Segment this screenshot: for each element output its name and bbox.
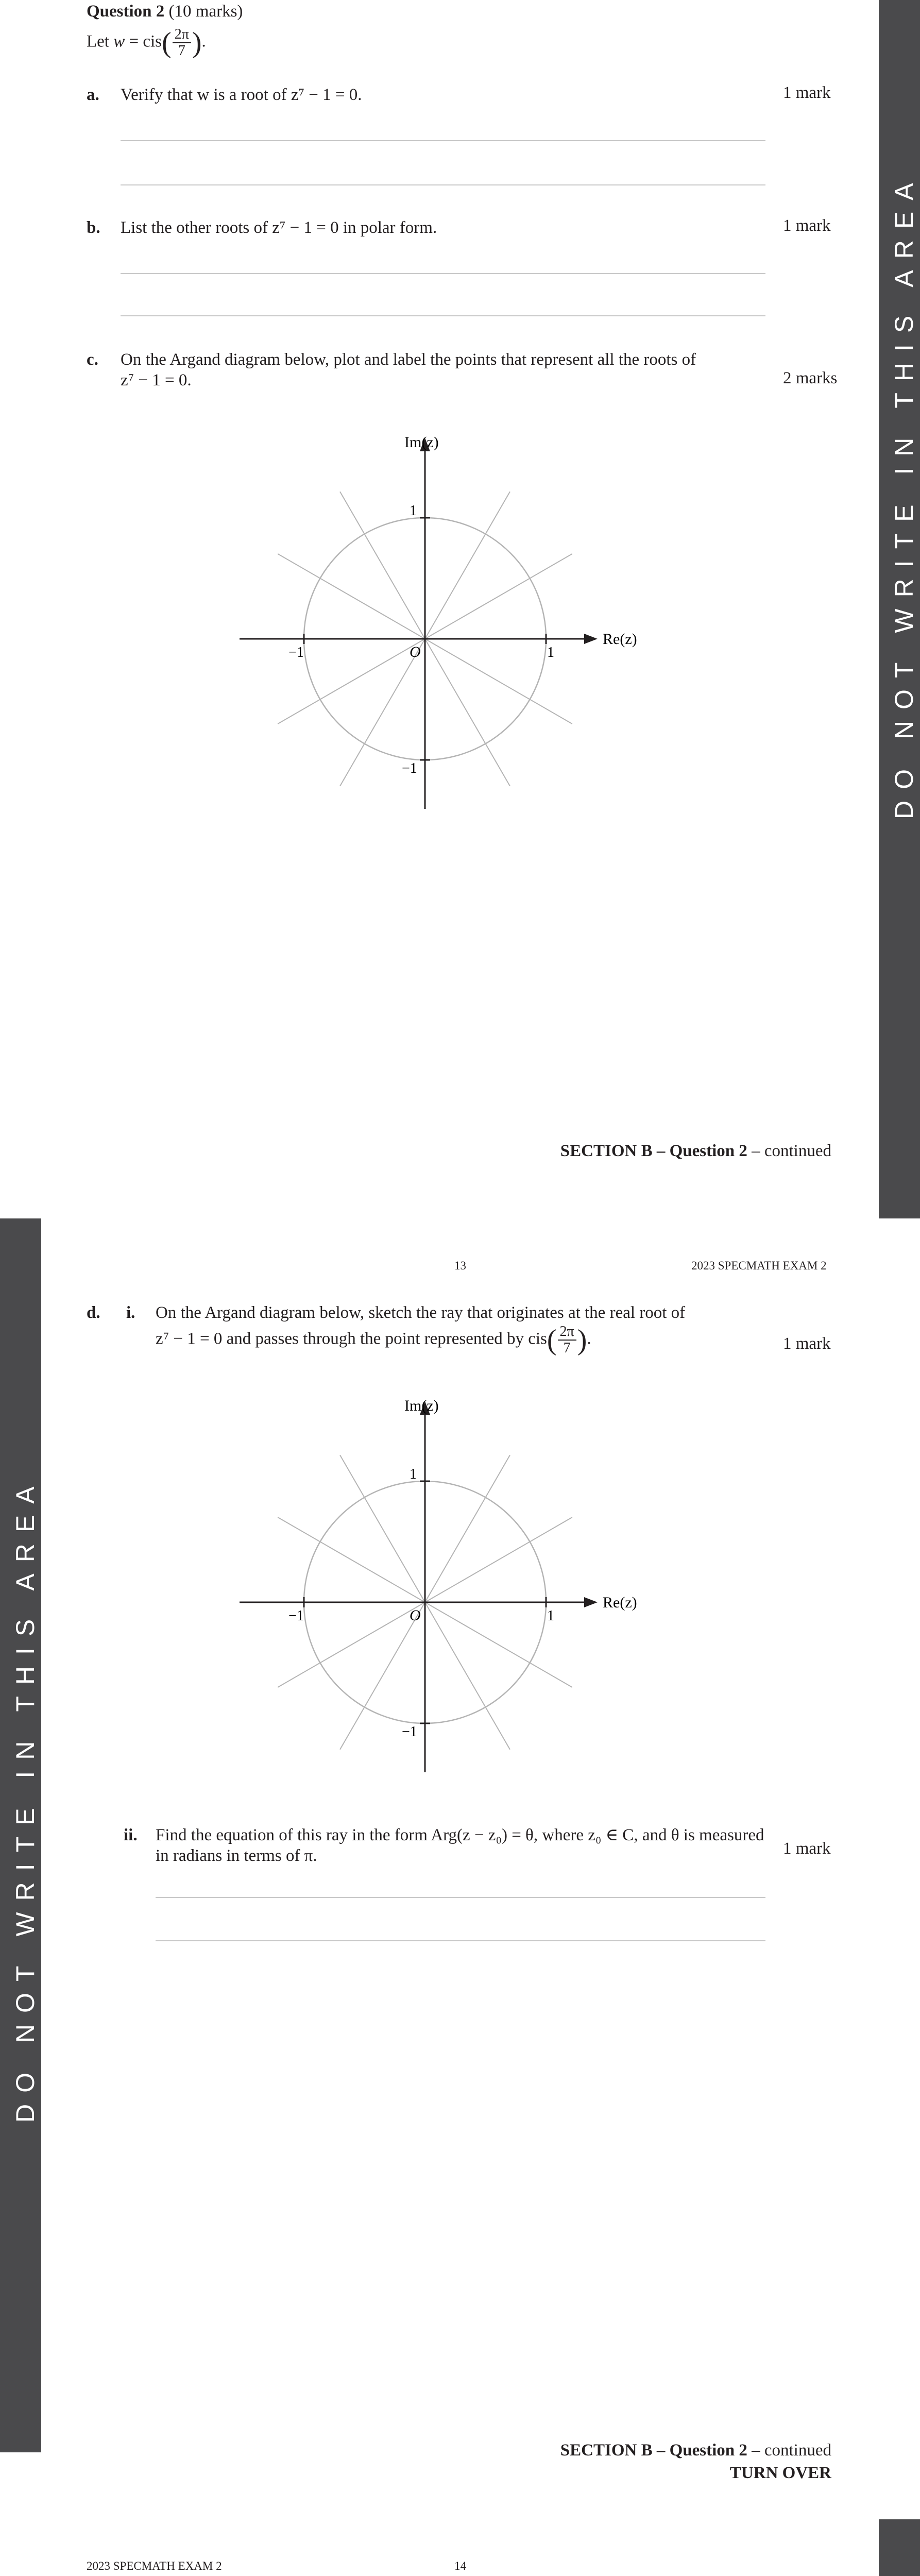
answer-line[interactable] [121,315,765,316]
argand-diagram-2[interactable] [232,1396,637,1788]
part-d-ii-text-2: in radians in terms of π. [156,1846,317,1865]
page-number-p14: 14 [454,2560,466,2572]
exam-name-p13: 2023 SPECMATH EXAM 2 [691,1259,827,1272]
part-a-label: a. [87,86,99,104]
radial-guide-line [425,1455,510,1602]
radial-guide-line [425,639,510,786]
part-d-ii-label: ii. [124,1826,138,1844]
answer-line[interactable] [121,273,765,274]
question-number: Question 2 [87,2,165,21]
part-d-ii-marks: 1 mark [783,1839,831,1858]
let-w-definition: Let w = cis( $\frac{2\pi}{7}$ ). [87,26,206,59]
re-axis-label: Re(z) [603,631,637,648]
real-axis-arrow-icon [584,634,598,644]
part-a-marks: 1 mark [783,83,831,102]
part-c-marks: 2 marks [783,369,838,387]
radial-guide-line [425,554,572,639]
part-c-text-2: z⁷ − 1 = 0. [121,371,192,389]
part-d-i-text-2: z⁷ − 1 = 0 and passes through the point represented by cis( $\frac{2\pi}{7}$ ). [156,1324,591,1356]
answer-line[interactable] [156,1940,765,1941]
tick-label-im-neg1: −1 [402,1724,417,1740]
argand-diagram-1[interactable] [232,433,637,824]
radial-guide-line [425,1517,572,1602]
im-axis-label: Im(z) [404,434,439,451]
radial-guide-line [425,1602,510,1750]
continued-footer-p12 [560,1142,831,1161]
part-b-marks: 1 mark [783,216,831,235]
answer-line[interactable] [121,140,765,141]
part-d-i-label: i. [126,1303,135,1322]
tick-label-im-1: 1 [410,503,417,519]
part-c-label: c. [87,350,98,369]
fraction-2pi-7: $\frac{2\pi}{7}$ [558,1324,576,1356]
tick-label-im-neg1: −1 [402,760,417,776]
im-axis-label: Im(z) [404,1397,439,1414]
tick-label-re-neg1: −1 [288,1608,304,1624]
real-axis-arrow-icon [584,1597,598,1607]
radial-guide-line [278,554,425,639]
part-d-i-text-1: On the Argand diagram below, sketch the ray that originates at the real root of [156,1303,686,1322]
radial-guide-line [278,1517,425,1602]
continued-rest: – continued [747,1142,831,1160]
answer-line[interactable] [156,1897,765,1898]
continued-section: SECTION B – Question 2 [560,2441,747,2460]
exam-name-p14: 2023 SPECMATH EXAM 2 [87,2560,222,2572]
part-a-text: Verify that w is a root of z⁷ − 1 = 0. [121,86,362,104]
side-banner-right-p12 [879,0,920,1218]
page-number-p13: 13 [454,1259,466,1272]
re-axis-label: Re(z) [603,1594,637,1611]
part-d-label: d. [87,1303,100,1322]
tick-label-re-1: 1 [547,1608,554,1624]
origin-label: O [410,1607,421,1624]
side-banner-text: DO NOT WRITE IN THIS AREA [11,1475,40,2123]
tick-label-im-1: 1 [410,1466,417,1482]
continued-rest: – continued [747,2441,831,2460]
part-c-text-1: On the Argand diagram below, plot and label the points that represent all the roots of [121,350,696,369]
radial-guide-line [425,492,510,639]
part-d-i-text-2-main: z⁷ − 1 = 0 and passes through the point represented by cis [156,1329,547,1348]
question-title [87,0,243,23]
tick-label-re-neg1: −1 [288,645,304,660]
part-b-text: List the other roots of z⁷ − 1 = 0 in polar form. [121,218,437,237]
side-banner-text: DO NOT WRITE IN THIS AREA [890,172,918,819]
origin-label: O [410,643,421,660]
part-d-i-marks: 1 mark [783,1334,831,1353]
let-prefix: Let [87,32,109,51]
question-marks: (10 marks) [168,2,243,21]
turn-over-label: TURN OVER [729,2464,831,2482]
continued-section: SECTION B – Question 2 [560,1142,747,1160]
tick-label-re-1: 1 [547,645,554,660]
part-b-label: b. [87,218,100,237]
answer-line[interactable] [121,184,765,185]
side-banner-left-p13 [0,1218,41,2452]
continued-footer-p13 [560,2439,831,2484]
part-d-ii-text-1: Find the equation of this ray in the form Arg(z − z₀) = θ, where z₀ ∈ C, and θ is measured [156,1826,764,1844]
side-banner-right-p14 [879,2519,920,2576]
fraction-2pi-7: $\frac{2\pi}{7}$ [173,27,191,59]
